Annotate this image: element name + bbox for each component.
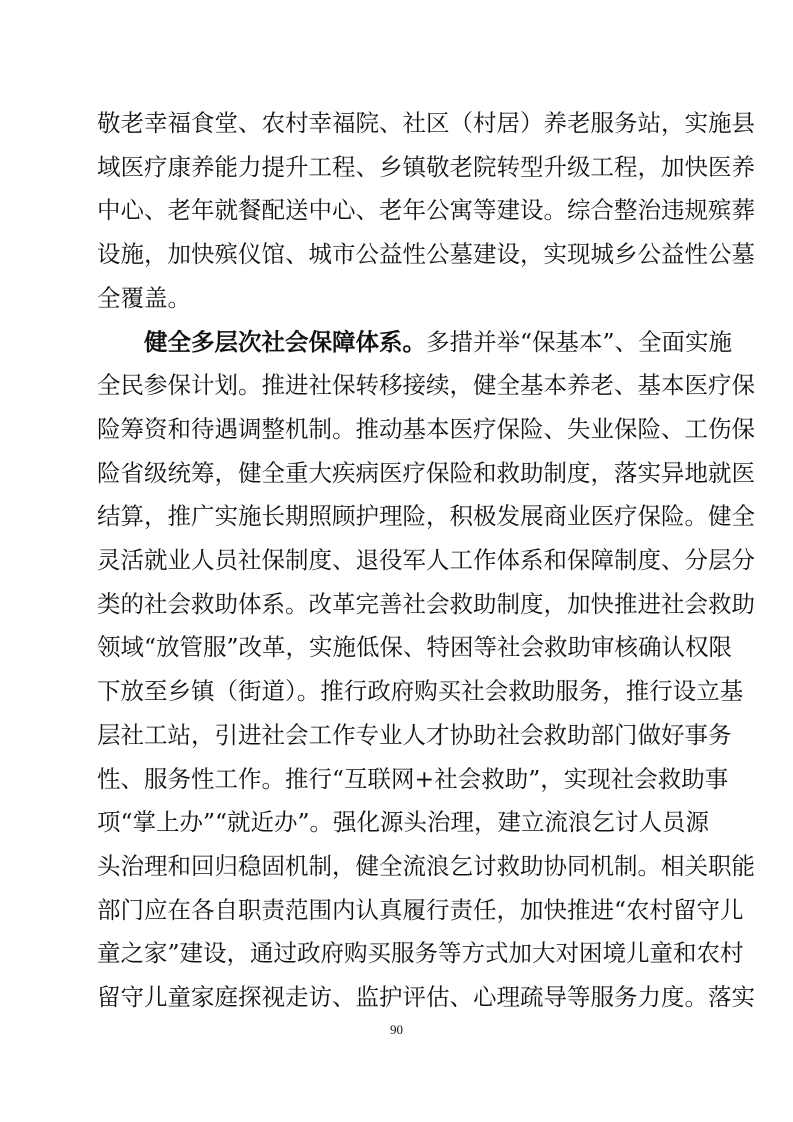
- text-line: 层社工站，引进社会工作专业人才协助社会救助部门做好事务: [97, 720, 732, 749]
- text-line: 童之家”建设，通过政府购买服务等方式加大对困境儿童和农村: [97, 939, 744, 968]
- text-line: 留守儿童家庭探视走访、监护评估、心理疏导等服务力度。落实: [97, 983, 755, 1011]
- text-line: 险省级统筹，健全重大疾病医疗保险和救助制度，落实异地就医: [97, 458, 755, 487]
- text-line: [144, 322, 733, 362]
- text-line: 结算，推广实施长期照顾护理险，积极发展商业医疗保险。健全: [97, 502, 755, 531]
- text-line: 全民参保计划。推进社保转移接续，健全基本养老、基本医疗保: [97, 371, 755, 400]
- text-line: 域医疗康养能力提升工程、乡镇敬老院转型升级工程，加快医养: [97, 152, 755, 181]
- text-line: 中心、老年就餐配送中心、老年公寓等建设。综合整治违规殡葬: [97, 196, 755, 225]
- text-span: 多措并举“保基本”、全面实施: [426, 327, 733, 356]
- section-heading: 健全多层次社会保障体系。: [144, 327, 426, 356]
- text-line: 全覆盖。: [97, 283, 191, 312]
- text-line: 类的社会救助体系。改革完善社会救助制度，加快推进社会救助: [97, 589, 755, 618]
- page-number: 90: [390, 1022, 403, 1037]
- text-line: 项“掌上办”“就近办”。强化源头治理，建立流浪乞讨人员源: [97, 808, 710, 837]
- text-line: 部门应在各自职责范围内认真履行责任，加快推进“农村留守儿: [97, 895, 744, 924]
- text-line: 设施，加快殡仪馆、城市公益性公墓建设，实现城乡公益性公墓: [97, 240, 755, 269]
- text-line: 下放至乡镇（街道）。推行政府购买社会救助服务，推行设立基: [97, 677, 744, 706]
- text-line: 灵活就业人员社保制度、退役军人工作体系和保障制度、分层分: [97, 546, 755, 574]
- text-line: 性、服务性工作。推行“互联网+社会救助”，实现社会救助事: [97, 764, 729, 793]
- text-line: 领域“放管服”改革，实施低保、特困等社会救助审核确认权限: [97, 633, 733, 662]
- text-line: 头治理和回归稳固机制，健全流浪乞讨救助协同机制。相关职能: [97, 851, 755, 880]
- text-line: 敬老幸福食堂、农村幸福院、社区（村居）养老服务站，实施县: [97, 109, 755, 137]
- text-line: 险筹资和待遇调整机制。推动基本医疗保险、失业保险、工伤保: [97, 414, 755, 443]
